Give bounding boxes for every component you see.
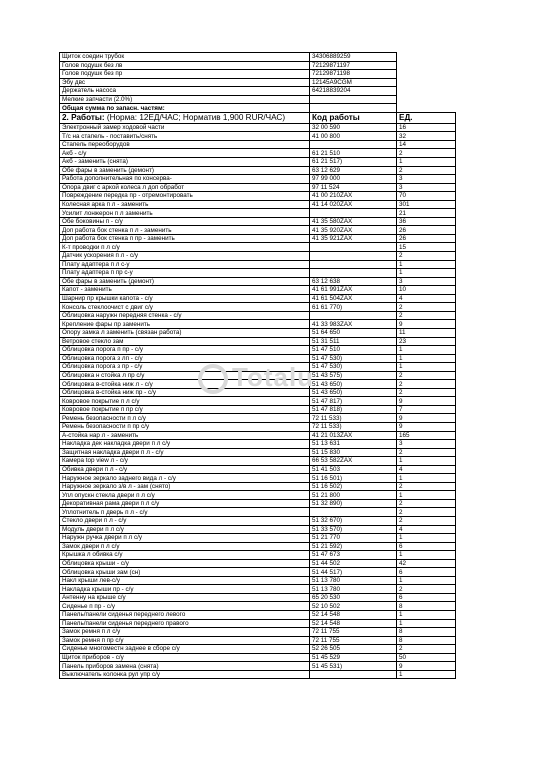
works-title-bold: 2. Работы:	[62, 112, 105, 122]
work-description: Доп работа бок стенка п л - заменить	[60, 226, 310, 235]
work-units: 7	[397, 405, 456, 414]
work-description: Облицовка порога п пр - с/у	[60, 346, 310, 355]
work-units: 16	[397, 123, 456, 132]
part-name: Голов подушк без пр	[60, 70, 310, 79]
work-units: 2	[397, 388, 456, 397]
watermark-text: Totalu	[232, 362, 315, 392]
work-code: 65 20 530	[310, 593, 397, 602]
work-description: Панель/панели сиденья переднего правого	[60, 619, 310, 628]
work-description: Обе фары в заменить (демонт)	[60, 166, 310, 175]
work-code: 63 12 629	[310, 166, 397, 175]
work-code: 51 47 818)	[310, 405, 397, 414]
work-code: 51 44 517)	[310, 568, 397, 577]
work-row	[60, 183, 456, 192]
parts-total-section	[60, 104, 456, 124]
work-units: 6	[397, 568, 456, 577]
work-units: 1	[397, 363, 456, 372]
work-row	[60, 542, 456, 551]
works-section	[60, 123, 456, 679]
work-units: 70	[397, 192, 456, 201]
work-units: 2	[397, 482, 456, 491]
work-units: 1	[397, 457, 456, 466]
work-description: Замок ремня п л с/у	[60, 628, 310, 637]
work-units: 8	[397, 602, 456, 611]
work-description: Повреждение передка пр - отремонтировать	[60, 192, 310, 201]
work-code	[310, 140, 397, 149]
work-row	[60, 132, 456, 141]
work-description: Консоль стеклоочист с двиг с/у	[60, 303, 310, 312]
work-description: Накл крыши лев-с/у	[60, 576, 310, 585]
work-code	[310, 209, 397, 218]
work-row	[60, 559, 456, 568]
work-description: Обе боковины п - с/у	[60, 217, 310, 226]
work-description: Облицовка порога з пр - с/у	[60, 363, 310, 372]
parts-row	[60, 95, 456, 104]
work-units: 50	[397, 653, 456, 662]
work-row	[60, 593, 456, 602]
work-units: 15	[397, 243, 456, 252]
work-description: Доп работа бок стенка п пр - заменить	[60, 234, 310, 243]
parts-total-code	[310, 104, 397, 113]
work-code: 51 21 592)	[310, 542, 397, 551]
work-units: 1	[397, 576, 456, 585]
work-code: 51 16 501)	[310, 474, 397, 483]
work-row	[60, 499, 456, 508]
work-description: Стекло двери п л - с/у	[60, 516, 310, 525]
parts-row	[60, 78, 456, 87]
work-description: Крепление фары пр заменить	[60, 320, 310, 329]
work-units: 26	[397, 226, 456, 235]
parts-row	[60, 87, 456, 96]
work-code	[310, 670, 397, 679]
work-description: Облицовка в-стойка ниж пр - с/у	[60, 388, 310, 397]
work-description: Опору замка л заменить (связан работа)	[60, 328, 310, 337]
work-units: 26	[397, 234, 456, 243]
work-row	[60, 474, 456, 483]
work-row	[60, 670, 456, 679]
work-code	[310, 269, 397, 278]
work-row	[60, 311, 456, 320]
work-code: 52 26 505	[310, 645, 397, 654]
work-description: Наружное зеркало заднего вида л - с/у	[60, 474, 310, 483]
parts-row	[60, 61, 456, 70]
work-code: 41 61 504ZAX	[310, 294, 397, 303]
work-row	[60, 234, 456, 243]
watermark	[198, 362, 314, 394]
work-code: 51 33 570)	[310, 525, 397, 534]
work-code: 51 13 780	[310, 585, 397, 594]
work-units: 8	[397, 636, 456, 645]
work-description: Акб - с/у	[60, 149, 310, 158]
work-units: 4	[397, 294, 456, 303]
work-units: 11	[397, 328, 456, 337]
work-units: 2	[397, 448, 456, 457]
work-units: 6	[397, 542, 456, 551]
work-row	[60, 337, 456, 346]
work-row	[60, 482, 456, 491]
work-description: Замок двери п л с/у	[60, 542, 310, 551]
work-description: Обе фары в заменить (демонт)	[60, 277, 310, 286]
work-row	[60, 636, 456, 645]
work-row	[60, 209, 456, 218]
work-code	[310, 260, 397, 269]
work-description: Щиток приборов - с/у	[60, 653, 310, 662]
work-description: Шарнир пр крышки капота - с/у	[60, 294, 310, 303]
part-number: 34306889259	[310, 53, 397, 62]
work-units: 2	[397, 371, 456, 380]
work-units: 301	[397, 200, 456, 209]
work-row	[60, 123, 456, 132]
work-row	[60, 166, 456, 175]
work-units: 3	[397, 440, 456, 449]
work-description: Панель приборов замена (снята)	[60, 662, 310, 671]
work-units: 3	[397, 175, 456, 184]
part-number: 72129871198	[310, 70, 397, 79]
work-code	[310, 252, 397, 261]
work-code: 97 99 000	[310, 175, 397, 184]
work-units: 165	[397, 431, 456, 440]
work-units: 9	[397, 320, 456, 329]
work-description: Капот - заменить	[60, 286, 310, 295]
part-name: Щиток соедин трубок	[60, 53, 310, 62]
work-row	[60, 422, 456, 431]
parts-row	[60, 53, 456, 62]
work-description: Выключатель колонка рул упр с/у	[60, 670, 310, 679]
work-units: 2	[397, 516, 456, 525]
work-units: 42	[397, 559, 456, 568]
work-row	[60, 158, 456, 167]
work-code: 41 35 580ZAX	[310, 217, 397, 226]
work-units: 1	[397, 354, 456, 363]
work-code: 32 00 590	[310, 123, 397, 132]
work-units: 2	[397, 645, 456, 654]
work-units: 1	[397, 491, 456, 500]
work-code: 51 13 631	[310, 440, 397, 449]
work-description: Стапель переоборудов	[60, 140, 310, 149]
work-code: 51 32 670)	[310, 516, 397, 525]
work-row	[60, 252, 456, 261]
work-code: 41 35 920ZAX	[310, 226, 397, 235]
parts-section	[60, 53, 456, 104]
work-code: 97 11 524	[310, 183, 397, 192]
work-description: Уплотнитель п дверь п л - с/у	[60, 508, 310, 517]
work-code: 41 00 210ZAX	[310, 192, 397, 201]
parts-row	[60, 70, 456, 79]
work-row	[60, 405, 456, 414]
work-units: 2	[397, 585, 456, 594]
work-units: 3	[397, 183, 456, 192]
work-units: 2	[397, 166, 456, 175]
work-code: 51 43 650)	[310, 380, 397, 389]
work-row	[60, 516, 456, 525]
work-description: Плату адаптера п пр с-у	[60, 269, 310, 278]
work-description: Модуль двери п л с/у	[60, 525, 310, 534]
works-section-title	[60, 112, 310, 123]
work-description: Накладка дек накладка двери п л с/у	[60, 440, 310, 449]
work-description: Ветровое стекло зам	[60, 337, 310, 346]
work-units: 2	[397, 508, 456, 517]
work-row	[60, 397, 456, 406]
work-code: 51 43 575)	[310, 371, 397, 380]
work-units: 1	[397, 260, 456, 269]
work-description: Накладка крыши пр - с/у	[60, 585, 310, 594]
work-units: 4	[397, 525, 456, 534]
work-row	[60, 320, 456, 329]
work-row	[60, 457, 456, 466]
work-row	[60, 192, 456, 201]
work-row	[60, 448, 456, 457]
work-row	[60, 525, 456, 534]
work-row	[60, 662, 456, 671]
work-row	[60, 286, 456, 295]
work-units: 32	[397, 132, 456, 141]
work-row	[60, 431, 456, 440]
work-description: Панель/панели сиденья переднего левого	[60, 611, 310, 620]
work-description: Облицовка крыши зам (сн)	[60, 568, 310, 577]
work-code: 51 21 770	[310, 534, 397, 543]
work-units: 8	[397, 628, 456, 637]
work-units: 2	[397, 499, 456, 508]
work-description: Ковровое покрытие п пр с/у	[60, 405, 310, 414]
work-code: 51 47 510	[310, 346, 397, 355]
work-row	[60, 303, 456, 312]
work-row	[60, 269, 456, 278]
work-row	[60, 534, 456, 543]
work-description: Ремень безопасности п пр с/у	[60, 422, 310, 431]
work-units: 1	[397, 551, 456, 560]
work-row	[60, 653, 456, 662]
part-number: 64218839204	[310, 87, 397, 96]
work-code: 51 32 890)	[310, 499, 397, 508]
work-code: 41 35 921ZAX	[310, 234, 397, 243]
work-code: 41 21 013ZAX	[310, 431, 397, 440]
work-code: 51 47 817)	[310, 397, 397, 406]
work-row	[60, 628, 456, 637]
part-name: Голов подушк без лв	[60, 61, 310, 70]
work-code: 41 00 800	[310, 132, 397, 141]
work-units: 2	[397, 303, 456, 312]
work-description: Замок ремня п пр с/у	[60, 636, 310, 645]
work-row	[60, 260, 456, 269]
work-units: 2	[397, 311, 456, 320]
work-code: 51 21 800	[310, 491, 397, 500]
watermark-logo-icon	[198, 364, 228, 394]
work-code: 41 14 020ZAX	[310, 200, 397, 209]
work-row	[60, 551, 456, 560]
work-row	[60, 568, 456, 577]
work-description: Колесная арка п л - заменить	[60, 200, 310, 209]
work-code: 72 11 755	[310, 628, 397, 637]
work-description: Облицовка наружн передняя стенка - с/у	[60, 311, 310, 320]
work-code: 61 21 510	[310, 149, 397, 158]
work-code: 72 11 755	[310, 636, 397, 645]
work-description: Электронный замер ходовой части	[60, 123, 310, 132]
work-row	[60, 277, 456, 286]
work-row	[60, 465, 456, 474]
work-code: 51 15 830	[310, 448, 397, 457]
work-units: 1	[397, 474, 456, 483]
part-number: 12145A9CGM	[310, 78, 397, 87]
work-units: 36	[397, 217, 456, 226]
work-units: 1	[397, 346, 456, 355]
work-code: 51 43 650)	[310, 388, 397, 397]
work-row	[60, 217, 456, 226]
works-header-row	[60, 112, 456, 123]
work-row	[60, 602, 456, 611]
work-code: 51 45 531)	[310, 662, 397, 671]
work-row	[60, 508, 456, 517]
work-description: Т/с на стапель - поставить/снять	[60, 132, 310, 141]
work-description: Декоративная рама двери п л с/у	[60, 499, 310, 508]
work-row	[60, 611, 456, 620]
work-code	[310, 311, 397, 320]
work-units: 2	[397, 149, 456, 158]
work-description: Опора двиг с аркой колеса л доп обработ	[60, 183, 310, 192]
work-code: 51 47 530)	[310, 354, 397, 363]
part-number	[310, 95, 397, 104]
work-units: 1	[397, 611, 456, 620]
work-code: 51 44 502	[310, 559, 397, 568]
works-code-header: Код работы	[310, 112, 397, 123]
work-units: 9	[397, 662, 456, 671]
work-code: 51 31 511	[310, 337, 397, 346]
work-description: Ремень безопасности п л с/у	[60, 414, 310, 423]
work-description: К-т проводки п л с/у	[60, 243, 310, 252]
work-description: Наружное зеркало з/в л - зам (снято)	[60, 482, 310, 491]
work-code: 66 53 582ZAX	[310, 457, 397, 466]
work-description: Акб - заменить (снята)	[60, 158, 310, 167]
work-row	[60, 414, 456, 423]
work-units: 1	[397, 670, 456, 679]
works-units-header: ЕД.	[397, 112, 456, 123]
work-units: 10	[397, 286, 456, 295]
work-description: А-стойка нар л - заменить	[60, 431, 310, 440]
part-number: 72129871197	[310, 61, 397, 70]
work-description: Плату адаптера п л с-у	[60, 260, 310, 269]
work-description: Крышка л обивка с/у	[60, 551, 310, 560]
work-units: 21	[397, 209, 456, 218]
work-description: Наружн ручка двери п л с/у	[60, 534, 310, 543]
work-code	[310, 508, 397, 517]
work-row	[60, 175, 456, 184]
work-units: 9	[397, 422, 456, 431]
work-description: Сиденье многоместн заднее в сборе с/у	[60, 645, 310, 654]
work-description: Облицовка н стойка л пр с/у	[60, 371, 310, 380]
work-units: 14	[397, 140, 456, 149]
work-code	[310, 243, 397, 252]
parts-total-row	[60, 104, 456, 113]
work-row	[60, 243, 456, 252]
work-row	[60, 585, 456, 594]
work-code: 51 13 780	[310, 576, 397, 585]
work-row	[60, 294, 456, 303]
part-name: Эбу двс	[60, 78, 310, 87]
work-description: Облицовка порога з лп - с/у	[60, 354, 310, 363]
work-units: 4	[397, 465, 456, 474]
work-row	[60, 491, 456, 500]
work-units: 1	[397, 534, 456, 543]
work-row	[60, 440, 456, 449]
work-row	[60, 149, 456, 158]
work-description: Усилит лонжерон п л заменить	[60, 209, 310, 218]
work-units: 2	[397, 380, 456, 389]
work-description: Защитная накладка двери п л - с/у	[60, 448, 310, 457]
work-row	[60, 200, 456, 209]
work-row	[60, 226, 456, 235]
work-row	[60, 576, 456, 585]
work-code: 52 10 502	[310, 602, 397, 611]
work-description: Сиденье п пр - с/у	[60, 602, 310, 611]
work-code: 72 11 533)	[310, 422, 397, 431]
work-row	[60, 140, 456, 149]
work-units: 1	[397, 269, 456, 278]
work-code: 41 33 983ZAX	[310, 320, 397, 329]
part-name: Держатель насоса	[60, 87, 310, 96]
work-units: 1	[397, 158, 456, 167]
work-code: 51 47 673	[310, 551, 397, 560]
work-description: Антенну на крыше с/у	[60, 593, 310, 602]
work-code: 52 14 548	[310, 611, 397, 620]
work-code: 51 64 650	[310, 328, 397, 337]
work-units: 9	[397, 414, 456, 423]
work-code: 61 61 770)	[310, 303, 397, 312]
work-description: Упл опускн стекла двери п л с/у	[60, 491, 310, 500]
work-description: Облицовка в-стойка ниж л - с/у	[60, 380, 310, 389]
work-code: 52 14 548	[310, 619, 397, 628]
work-code: 51 41 503	[310, 465, 397, 474]
work-description: Облицовка крыши - с/у	[60, 559, 310, 568]
work-description: Ковровое покрытие п л с/у	[60, 397, 310, 406]
work-units: 1	[397, 619, 456, 628]
work-description: Датчик ускорения п л - с/у	[60, 252, 310, 261]
work-units: 3	[397, 277, 456, 286]
work-units: 2	[397, 252, 456, 261]
work-code: 72 11 533)	[310, 414, 397, 423]
work-code: 51 16 502)	[310, 482, 397, 491]
work-description: Обивка двери п л - с/у	[60, 465, 310, 474]
work-row	[60, 619, 456, 628]
work-code: 51 45 529	[310, 653, 397, 662]
work-row	[60, 346, 456, 355]
work-code: 51 47 530)	[310, 363, 397, 372]
part-name: Мелкие запчасти (2.0%)	[60, 95, 310, 104]
works-title-norm: (Норма: 12ЕД/ЧАС; Норматив 1,900 RUR/ЧАС)	[104, 112, 286, 122]
work-description: Работа дополнительная по консерва-	[60, 175, 310, 184]
work-code: 61 21 517)	[310, 158, 397, 167]
work-code: 63 12 638	[310, 277, 397, 286]
work-units: 6	[397, 593, 456, 602]
work-units: 9	[397, 397, 456, 406]
work-row	[60, 645, 456, 654]
work-row	[60, 328, 456, 337]
parts-total-label: Общая сумма по запасн. частям:	[60, 104, 310, 113]
work-units: 23	[397, 337, 456, 346]
work-code: 41 61 991ZAX	[310, 286, 397, 295]
work-description: Камера top view л - с/у	[60, 457, 310, 466]
